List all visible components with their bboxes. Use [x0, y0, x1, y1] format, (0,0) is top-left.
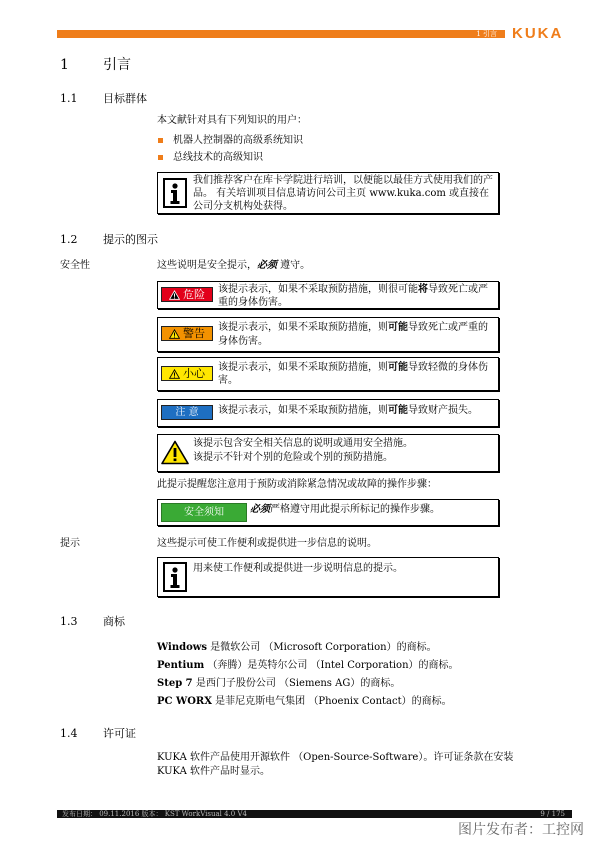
caution-text-emphasis: 可能 [388, 362, 408, 373]
caution-text-part: 该提示表示，如果不采取预防措施，则 [218, 362, 388, 373]
notice-text-emphasis: 可能 [388, 405, 408, 416]
danger-box [157, 281, 499, 309]
safety-instruction-text [250, 503, 440, 516]
trademark-name: Pentium [157, 660, 205, 671]
safety-instruction-emphasis: 必须 [250, 504, 270, 515]
warning-text-emphasis: 可能 [388, 322, 408, 333]
danger-text-emphasis: 将 [418, 284, 428, 295]
info-icon [163, 178, 187, 208]
hint-intro: 这些提示可使工作便利或提供进一步信息的说明。 [157, 538, 377, 549]
section-number: 1.3 [60, 615, 78, 628]
trademark-text: （奔腾）是英特尔公司 （Intel Corporation）的商标。 [204, 660, 459, 671]
trademark-text: 是微软公司 （Microsoft Corporation）的商标。 [207, 642, 437, 653]
caution-text [218, 361, 496, 387]
safety-intro [157, 259, 310, 272]
section-number: 1.1 [60, 92, 78, 105]
edition-info: 发布日期： 09.11.2016 版本： KST WorkVisual 4.0 V4 [62, 810, 247, 818]
license-line: KUKA 软件产品时显示。 [157, 766, 271, 777]
warning-triangle-icon [169, 369, 180, 379]
trademark-name: Windows [157, 642, 208, 653]
warning-text-part: 导致死亡或严重的身体伤害。 [218, 322, 488, 347]
footer-bar [57, 810, 572, 818]
safety-intro-text: 遵守。 [277, 260, 311, 271]
trademark-line [157, 677, 400, 690]
notice-text-part: 导致财产损失。 [408, 405, 478, 416]
chapter-number: 1 [60, 57, 69, 73]
bullet-square-icon [158, 155, 163, 160]
trademark-line [157, 641, 437, 654]
caution-label [161, 366, 213, 381]
bullet-square-icon [158, 138, 163, 143]
trademark-line [157, 695, 452, 708]
general-safety-text [193, 437, 413, 465]
section-title: 提示的图示 [103, 233, 158, 246]
warning-triangle-icon [161, 440, 189, 465]
list-item-text: 机器人控制器的高级系统知识 [173, 135, 303, 146]
danger-label-text: 危险 [183, 288, 205, 301]
trademark-name: Step 7 [157, 678, 193, 689]
hint-box-text: 用来使工作便利或提供进一步说明信息的提示。 [193, 563, 403, 574]
info-icon [163, 562, 187, 592]
safety-intro-text: 这些说明是安全提示， [157, 260, 257, 271]
chapter-title: 引言 [103, 57, 131, 73]
running-title: 1 引言 [476, 30, 497, 38]
header-bar [57, 30, 505, 38]
warning-text-part: 该提示表示，如果不采取预防措施，则 [218, 322, 388, 333]
trademark-text: 是西门子股份公司 （Siemens AG）的商标。 [192, 678, 401, 689]
target-group-intro: 本文献针对具有下列知识的用户： [157, 115, 307, 126]
warning-box [157, 317, 499, 352]
general-safety-line: 该提示不针对个别的危险或个别的预防措施。 [193, 452, 393, 463]
trademark-name: PC WORX [157, 696, 212, 707]
watermark: 图片发布者：工控网 [458, 821, 584, 837]
warning-triangle-icon [169, 290, 180, 300]
caution-label-text: 小心 [183, 367, 205, 380]
list-item-text: 总线技术的高级知识 [173, 152, 263, 163]
danger-label [161, 287, 213, 302]
notice-label [161, 405, 213, 420]
notice-text-part: 该提示表示，如果不采取预防措施，则 [218, 405, 388, 416]
kuka-logo: KUKA [512, 25, 564, 42]
safety-instruction-label [161, 503, 247, 522]
notice-text [218, 404, 496, 417]
info-box-training [157, 172, 499, 214]
general-safety-box [157, 434, 499, 472]
license-line: KUKA 软件产品使用开源软件 （Open-Source-Software）。许可证条款在安装 [157, 752, 514, 763]
section-title: 目标群体 [103, 92, 147, 105]
danger-text [218, 283, 496, 309]
danger-text-part: 导致死亡或严重的身体伤害。 [218, 284, 488, 308]
safety-instruction-text-part: 严格遵守用此提示所标记的操作步骤。 [270, 504, 440, 515]
warning-label [161, 326, 213, 341]
warning-triangle-icon [169, 329, 180, 339]
safety-intro-emphasis: 必须 [257, 260, 277, 271]
notice-label-text: 注 意 [175, 407, 199, 418]
license-paragraph [157, 751, 513, 779]
info-box-hint [157, 557, 499, 597]
section-number: 1.2 [60, 233, 78, 246]
danger-text-part: 该提示表示，如果不采取预防措施，则很可能 [218, 284, 418, 295]
general-safety-line: 该提示包含安全相关信息的说明或通用安全措施。 [193, 438, 413, 449]
trademark-text: 是菲尼克斯电气集团 （Phoenix Contact）的商标。 [211, 696, 452, 707]
trademark-line [157, 659, 459, 672]
safety-instruction-label-text: 安全须知 [184, 507, 224, 518]
section-number: 1.4 [60, 727, 78, 740]
page-number: 9 / 175 [540, 810, 565, 818]
procedure-intro: 此提示提醒您注意用于预防或消除紧急情况或故障的操作步骤： [157, 479, 437, 490]
info-text: 我们推荐客户在库卡学院进行培训，以便能以最佳方式使用我们的产品。 有关培训项目信息请访问公司主页 www.kuka.com 或直接在公司分支机构处获得。 [193, 175, 493, 212]
section-title: 许可证 [103, 727, 136, 740]
margin-label-hint: 提示 [60, 538, 80, 549]
section-title: 商标 [103, 615, 125, 628]
warning-text [218, 321, 496, 349]
caution-box [157, 357, 499, 391]
warning-label-text: 警告 [183, 327, 205, 340]
notice-box [157, 399, 499, 427]
safety-instruction-box [157, 499, 499, 526]
margin-label-safety: 安全性 [60, 260, 90, 271]
caution-text-part: 导致轻微的身体伤害。 [218, 362, 488, 386]
